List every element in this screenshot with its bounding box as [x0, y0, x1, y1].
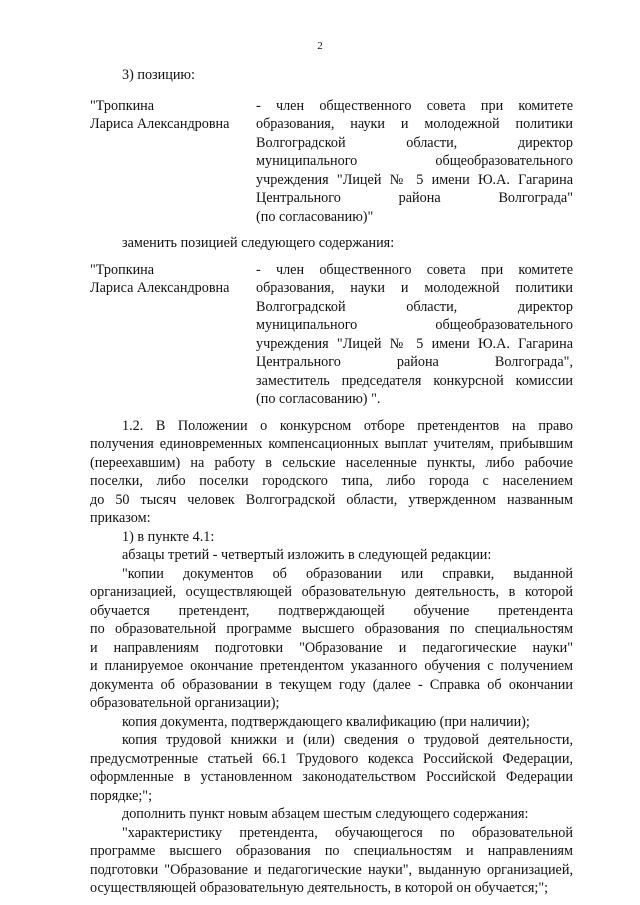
paragraph-line: по образовательной программе высшего образования по специальностям: [90, 621, 573, 637]
intro-position: 3) позицию:: [122, 67, 195, 83]
member-desc-line: Центрального района Волгограда",: [256, 354, 573, 370]
document-body: [90, 66, 573, 898]
member-desc-line: Центрального района Волгограда": [256, 190, 573, 206]
member-desc-line: (по согласованию)": [256, 208, 374, 225]
member-desc-line: муниципального общеобразовательного: [256, 317, 573, 333]
paragraph-line: приказом:: [90, 510, 151, 526]
characteristic-paragraph: [90, 824, 573, 898]
paragraph-line: "характеристику претендента, обучающегося по образовательной: [122, 824, 573, 841]
paragraph-line: и планируемое окончание претендентом указанного обучения с получением: [90, 658, 573, 674]
paragraph-line: осуществляющей образовательную деятельность, в которой он обучается;";: [90, 880, 549, 896]
member-surname: "Тропкина: [90, 97, 155, 114]
paragraph-line: программе высшего образования по специальностям и направлениям: [90, 843, 573, 859]
member-description: [256, 261, 573, 409]
paragraph-line: оформленные в установленном законодательством Российской Федерации: [90, 769, 573, 785]
paragraph-line: (переехавшим) на работу в сельские населенные пункты, либо рабочие: [90, 454, 573, 471]
member-entry-new: [90, 261, 573, 409]
paragraph-line: 1.2. В Положении о конкурсном отборе претендентов на право: [122, 417, 573, 434]
member-desc-line: Волгоградской области, директор: [256, 134, 573, 151]
member-entry-old: [90, 97, 573, 227]
member-desc-line: (по согласованию) ".: [256, 391, 381, 407]
add-paragraph-instruction: дополнить пункт новым абзацем шестым следующего содержания:: [122, 806, 529, 822]
page-number: 2: [317, 40, 323, 52]
member-name: [90, 97, 256, 227]
paragraph-line: образовательной организации);: [90, 695, 280, 711]
member-given-name: Лариса Александровна: [90, 116, 230, 132]
member-desc-line: заместитель председателя конкурсной комиссии: [256, 372, 573, 389]
member-desc-line: - член общественного совета при комитете: [256, 261, 573, 278]
member-desc-line: учреждения "Лицей № 5 имени Ю.А. Гагарина: [256, 335, 573, 352]
member-given-name: Лариса Александровна: [90, 280, 230, 296]
member-desc-line: образования, науки и молодежной политики: [256, 116, 573, 132]
member-desc-line: муниципального общеобразовательного: [256, 153, 573, 169]
paragraph-line: получения единовременных компенсационных выплат учителям, прибывшим: [90, 436, 573, 452]
member-description: [256, 97, 573, 227]
copies-documents-paragraph: [90, 565, 573, 713]
paragraph-line: копия трудовой книжки и (или) сведения о трудовой деятельности,: [122, 732, 573, 748]
paragraph-line: организацией, осуществляющей образовательную деятельность, в которой: [90, 584, 573, 600]
paragraph-line: до 50 тысяч человек Волгоградской области, утвержденном названным: [90, 491, 573, 508]
paragraphs-3-4-instruction: абзацы третий - четвертый изложить в следующей редакции:: [122, 547, 492, 563]
paragraph-line: порядке;";: [90, 787, 153, 804]
item-1-heading: 1) в пункте 4.1:: [122, 528, 215, 545]
member-desc-line: Волгоградской области, директор: [256, 298, 573, 315]
paragraph-line: обучается претендент, подтверждающей обучение претендента: [90, 602, 573, 619]
member-surname: "Тропкина: [90, 261, 155, 278]
member-desc-line: - член общественного совета при комитете: [256, 97, 573, 114]
section-1-2: [90, 417, 573, 528]
copy-qualification-paragraph: копия документа, подтверждающего квалификацию (при наличии);: [122, 713, 530, 730]
member-name: [90, 261, 256, 409]
paragraph-line: предусмотренные статьей 66.1 Трудового кодекса Российской Федерации,: [90, 750, 573, 767]
paragraph-line: поселки, либо поселки городского типа, либо города с населением: [90, 473, 573, 489]
paragraph-line: документа об образовании в текущем году (далее - Справка об окончании: [90, 676, 573, 693]
paragraph-line: и направлениям подготовки "Образование и педагогические науки": [90, 639, 573, 656]
copy-work-record-paragraph: [90, 731, 573, 805]
member-desc-line: учреждения "Лицей № 5 имени Ю.А. Гагарина: [256, 171, 573, 188]
paragraph-line: подготовки "Образование и педагогические науки", выданную организацией,: [90, 861, 573, 878]
member-desc-line: образования, науки и молодежной политики: [256, 280, 573, 296]
replace-instruction: заменить позицией следующего содержания:: [122, 235, 395, 251]
paragraph-line: "копии документов об образовании или справки, выданной: [122, 565, 573, 582]
